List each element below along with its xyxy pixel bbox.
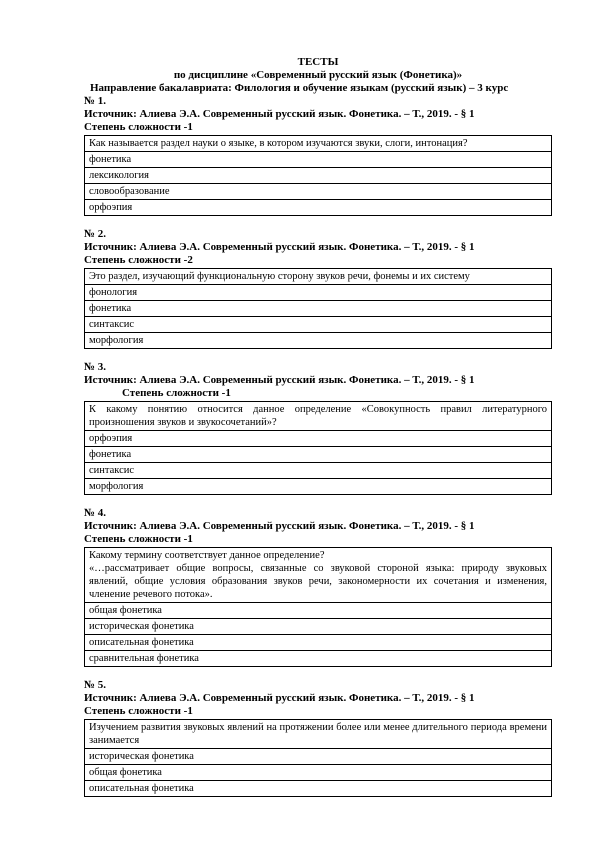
answer-option: синтаксис bbox=[85, 317, 552, 333]
question-difficulty: Степень сложности -1 bbox=[84, 121, 193, 133]
answer-option: общая фонетика bbox=[85, 765, 552, 781]
question-table bbox=[84, 719, 552, 797]
question-number: № 3. bbox=[84, 361, 107, 373]
question-difficulty: Степень сложности -1 bbox=[122, 387, 231, 399]
question-block bbox=[84, 228, 552, 349]
document-title: ТЕСТЫ bbox=[297, 56, 339, 68]
question-source: Источник: Алиева Э.А. Современный русский язык. Фонетика. – Т., 2019. - § 1 bbox=[84, 692, 475, 704]
answer-option: словообразование bbox=[85, 184, 552, 200]
answer-option: фонетика bbox=[85, 152, 552, 168]
answer-option: общая фонетика bbox=[85, 603, 552, 619]
answer-option: лексикология bbox=[85, 168, 552, 184]
question-stem: Изучением развития звуковых явлений на протяжении более или менее длительного периода времени занимается bbox=[85, 720, 552, 749]
question-block bbox=[84, 679, 552, 797]
question-source: Источник: Алиева Э.А. Современный русский язык. Фонетика. – Т., 2019. - § 1 bbox=[84, 108, 475, 120]
question-difficulty: Степень сложности -1 bbox=[84, 705, 193, 717]
answer-option: морфология bbox=[85, 333, 552, 349]
question-difficulty: Степень сложности -1 bbox=[84, 533, 193, 545]
question-source: Источник: Алиева Э.А. Современный русский язык. Фонетика. – Т., 2019. - § 1 bbox=[84, 241, 475, 253]
question-block bbox=[84, 507, 552, 667]
answer-option: синтаксис bbox=[85, 463, 552, 479]
document-direction: Направление бакалавриата: Филология и обучение языкам (русский язык) – 3 курс bbox=[90, 82, 509, 94]
document-discipline: по дисциплине «Современный русский язык (Фонетика)» bbox=[173, 69, 463, 81]
answer-option: морфология bbox=[85, 479, 552, 495]
question-number: № 4. bbox=[84, 507, 107, 519]
question-source: Источник: Алиева Э.А. Современный русский язык. Фонетика. – Т., 2019. - § 1 bbox=[84, 520, 475, 532]
question-stem: К какому понятию относится данное определение «Совокупность правил литературного произношения звуков и звукосочетаний»? bbox=[85, 402, 552, 431]
question-table bbox=[84, 547, 552, 667]
answer-option: орфоэпия bbox=[85, 200, 552, 216]
question-stem: Это раздел, изучающий функциональную сторону звуков речи, фонемы и их систему bbox=[85, 269, 552, 285]
document-header bbox=[84, 56, 552, 95]
question-number: № 2. bbox=[84, 228, 107, 240]
question-number: № 5. bbox=[84, 679, 107, 691]
answer-option: фонология bbox=[85, 285, 552, 301]
answer-option: описательная фонетика bbox=[85, 635, 552, 651]
question-table bbox=[84, 268, 552, 349]
question-number: № 1. bbox=[84, 95, 107, 107]
answer-option: историческая фонетика bbox=[85, 619, 552, 635]
answer-option: фонетика bbox=[85, 447, 552, 463]
answer-option: сравнительная фонетика bbox=[85, 651, 552, 667]
answer-option: описательная фонетика bbox=[85, 781, 552, 797]
question-table bbox=[84, 135, 552, 216]
question-stem: Как называется раздел науки о языке, в котором изучаются звуки, слоги, интонация? bbox=[85, 136, 552, 152]
question-block bbox=[84, 361, 552, 495]
question-source: Источник: Алиева Э.А. Современный русский язык. Фонетика. – Т., 2019. - § 1 bbox=[84, 374, 475, 386]
question-difficulty: Степень сложности -2 bbox=[84, 254, 193, 266]
answer-option: орфоэпия bbox=[85, 431, 552, 447]
answer-option: фонетика bbox=[85, 301, 552, 317]
question-block bbox=[84, 95, 552, 216]
question-stem: Какому термину соответствует данное определение? «…рассматривает общие вопросы, связанные со звуковой стороной языка: природу звуковых явлений, общие условия образования звуков речи, закономерности их сочетания и изменения, членение речевого потока». bbox=[85, 548, 552, 603]
question-table bbox=[84, 401, 552, 495]
answer-option: историческая фонетика bbox=[85, 749, 552, 765]
